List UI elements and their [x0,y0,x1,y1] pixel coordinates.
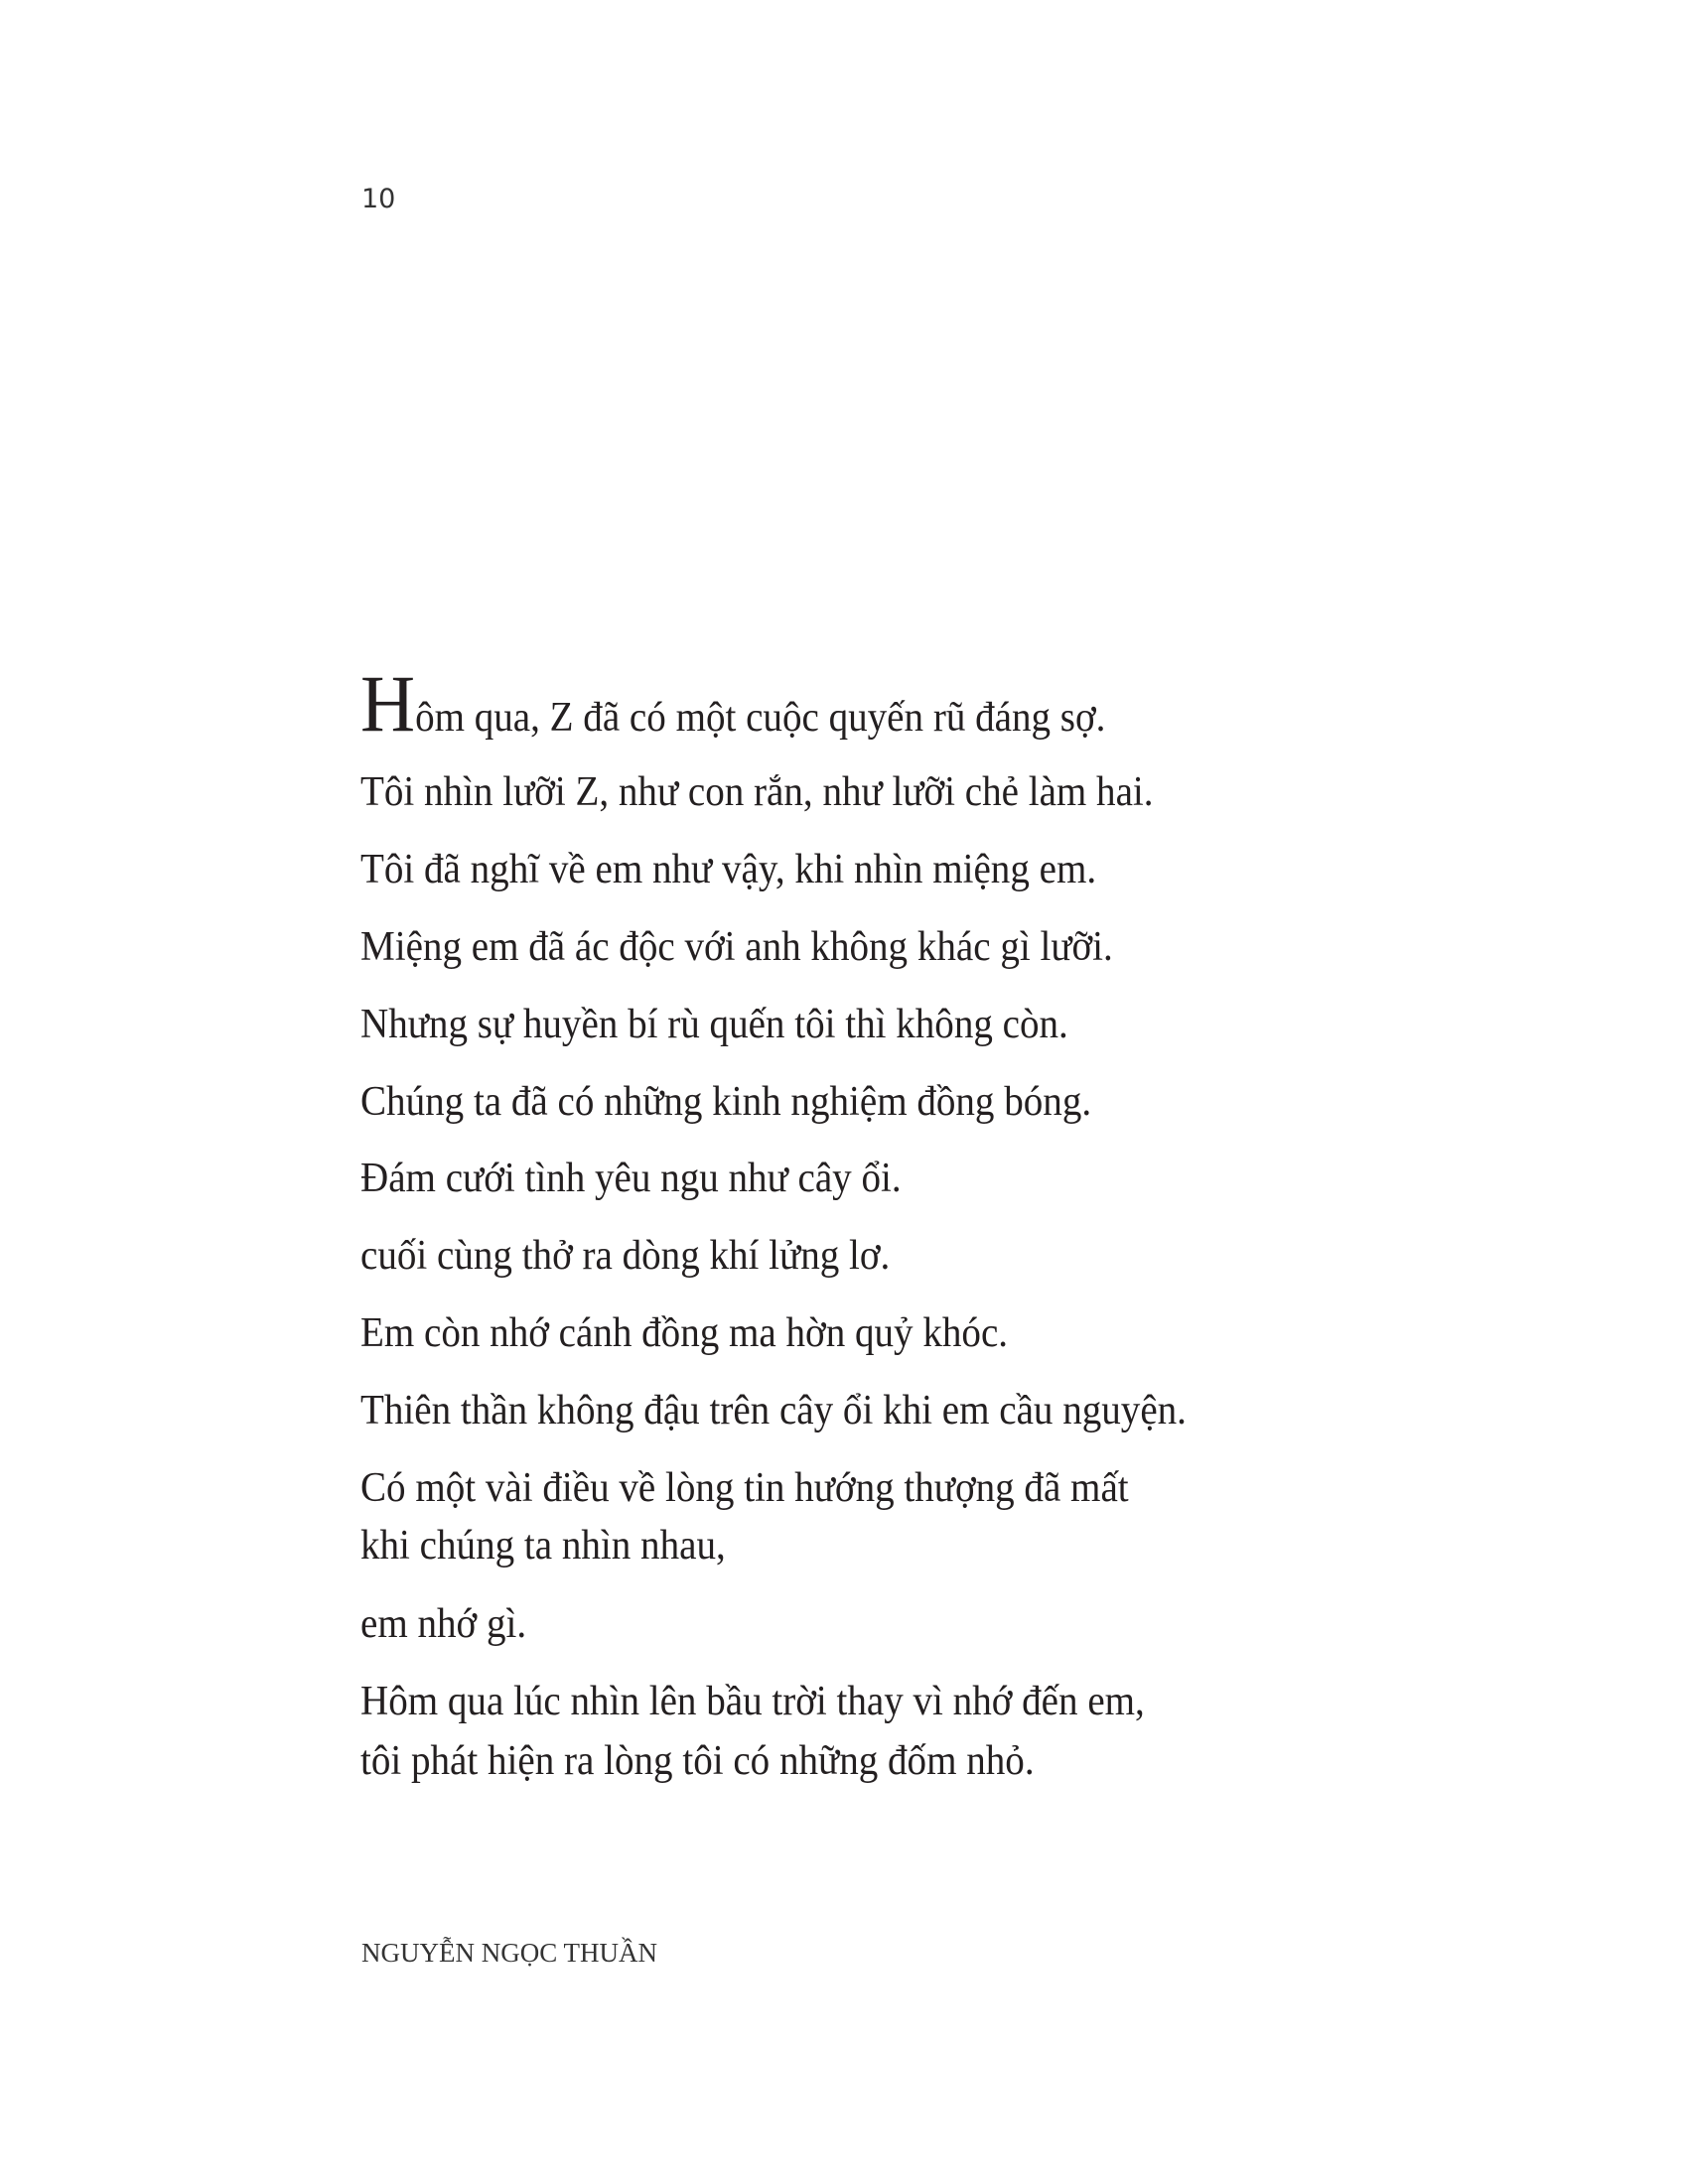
poem-line: khi chúng ta nhìn nhau, [360,1523,726,1569]
drop-cap: H [360,658,416,749]
poem-line-1: Hôm qua, Z đã có một cuộc quyến rũ đáng sợ. [360,658,1106,749]
poem-line: Nhưng sự huyền bí rù quến tôi thì không còn. [360,1002,1068,1047]
poem-line: Miệng em đã ác độc với anh không khác gì lưỡi. [360,924,1113,970]
poem-line: Thiên thần không đậu trên cây ổi khi em cầu nguyện. [360,1388,1187,1433]
poem-line: cuối cùng thở ra dòng khí lửng lơ. [360,1233,891,1279]
poem-line: Có một vài điều về lòng tin hướng thượng đã mất [360,1465,1129,1511]
page-number: 10 [361,184,396,214]
poem-line: Đám cưới tình yêu ngu như cây ổi. [360,1156,902,1201]
poem-line: Hôm qua lúc nhìn lên bầu trời thay vì nhớ đến em, [360,1679,1145,1724]
poem-line: em nhớ gì. [360,1601,527,1647]
poem-line: Tôi nhìn lưỡi Z, như con rắn, như lưỡi chẻ làm hai. [360,769,1154,815]
poem-line: Tôi đã nghĩ về em như vậy, khi nhìn miệng em. [360,847,1097,892]
poem-line: Chúng ta đã có những kinh nghiệm đồng bóng. [360,1079,1092,1125]
poem-line: Em còn nhớ cánh đồng ma hờn quỷ khóc. [360,1310,1009,1356]
poem-line: tôi phát hiện ra lòng tôi có những đốm nhỏ. [360,1738,1035,1784]
author-name: NGUYỄN NGỌC THUẦN [361,1938,657,1968]
